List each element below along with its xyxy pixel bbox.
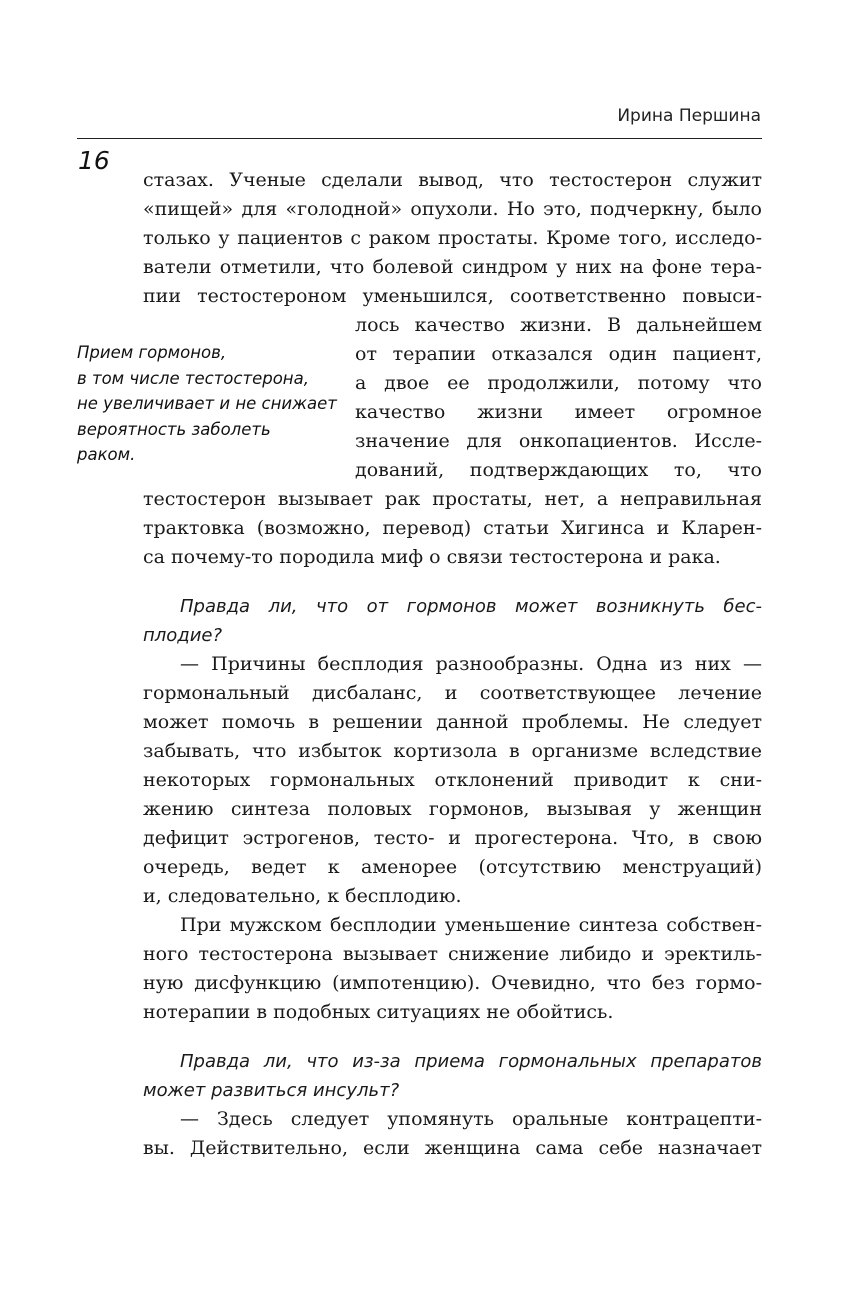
margin-note-line: Прием гормонов, <box>77 343 227 362</box>
text-line: лось качество жизни. В дальнейшем <box>355 314 762 336</box>
text-line: ного тестостерона вызывает снижение либидо и эректиль- <box>143 943 762 965</box>
text-line: от терапии отказался один пациент, <box>355 343 762 365</box>
margin-note-line: вероятность заболеть <box>77 419 271 439</box>
text-line: стазах. Ученые сделали вывод, что тестостерон служит <box>143 169 762 191</box>
text-line: вы. Действительно, если женщина сама себе назначает <box>143 1137 762 1159</box>
text-line: — Здесь следует упомянуть оральные контрацепти- <box>180 1108 762 1130</box>
text-line: и, следовательно, к бесплодию. <box>143 885 462 907</box>
question-line: плодие? <box>143 625 223 646</box>
text-line: При мужском бесплодии уменьшение синтеза собствен- <box>180 914 762 936</box>
text-line: нотерапии в подобных ситуациях не обойтись. <box>143 1001 614 1023</box>
text-line: — Причины бесплодия разнообразны. Одна из них — <box>180 653 762 675</box>
text-line: некоторых гормональных отклонений приводит к сни- <box>143 769 762 791</box>
text-line: ватели отметили, что болевой синдром у них на фоне тера- <box>143 256 762 278</box>
text-line: только у пациентов с раком простаты. Кроме того, исследо- <box>143 227 762 249</box>
text-line: значение для онкопациентов. Иссле- <box>355 430 762 452</box>
margin-note-line: не увеличивает и не снижает <box>77 394 337 413</box>
text-line: ную дисфункцию (импотенцию). Очевидно, что без гормо- <box>143 972 762 994</box>
question-line: Правда ли, что из-за приема гормональных препаратов <box>180 1051 762 1072</box>
text-line: трактовка (возможно, перевод) статьи Хигинса и Кларен- <box>143 517 762 539</box>
text-line: тестостерон вызывает рак простаты, нет, а неправильная <box>143 488 762 510</box>
text-line: гормональный дисбаланс, и соответствующее лечение <box>143 682 762 704</box>
margin-note-line: раком. <box>77 445 136 464</box>
text-line: может помочь в решении данной проблемы. Не следует <box>143 711 762 733</box>
question-line: Правда ли, что от гормонов может возникнуть бес- <box>180 596 762 617</box>
margin-note-line: в том числе тестостерона, <box>77 368 309 388</box>
page-number: 16 <box>78 146 110 175</box>
text-line: пии тестостероном уменьшился, соответственно повыси- <box>143 285 762 307</box>
text-line: качество жизни имеет огромное <box>355 401 762 423</box>
text-line: дефицит эстрогенов, тесто- и прогестерона. Что, в свою <box>143 827 762 849</box>
text-line: забывать, что избыток кортизола в организме вследствие <box>143 740 762 762</box>
text-line: дований, подтверждающих то, что <box>355 459 762 481</box>
body-text <box>143 166 762 1163</box>
text-line: а двое ее продолжили, потому что <box>355 372 762 394</box>
text-line: очередь, ведет к аменорее (отсутствию менструаций) <box>143 856 762 878</box>
text-line: са почему-то породила миф о связи тестостерона и рака. <box>143 546 721 568</box>
text-line: жению синтеза половых гормонов, вызывая у женщин <box>143 798 762 820</box>
text-line: «пищей» для «голодной» опухоли. Но это, подчеркну, было <box>143 198 762 220</box>
question-line: может развиться инсульт? <box>143 1080 400 1101</box>
running-header-author: Ирина Першина <box>617 106 761 126</box>
header-rule <box>77 138 762 139</box>
